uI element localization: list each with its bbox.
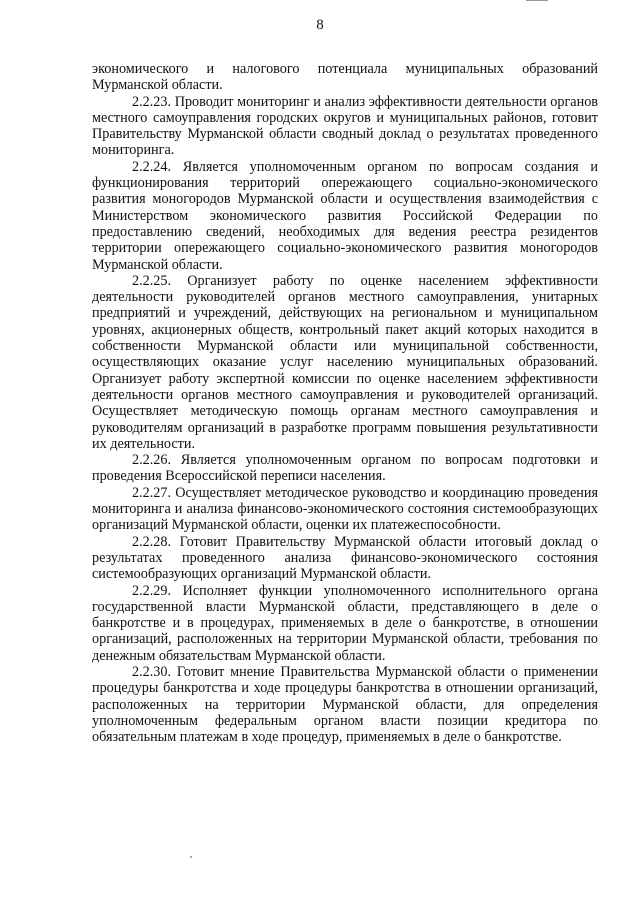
paragraph-2-2-24: 2.2.24. Является уполномоченным органом по вопросам создания и функционирования территорий опережающего социально-экономического развития моногородов Мурманской области и осуществления взаимодействия с Министерством экономического развития Российской Федерации по предоставлению сведений, необходимых для ведения реестра резидентов территории опережающего социально-экономического развития моногородов Мурманской области. [92, 158, 598, 273]
scan-speck [190, 856, 192, 858]
paragraph-2-2-29: 2.2.29. Исполняет функции уполномоченного исполнительного органа государственной власти Мурманской области, представляющего в деле о банкротстве и в процедурах, применяемых в деле о банкротстве, в отношении организаций, расположенных на территории Мурманской области, требования по денежным обязательствам Мурманской области. [92, 582, 598, 664]
scan-corner-mark [526, 0, 548, 1]
paragraph-2-2-23: 2.2.23. Проводит мониторинг и анализ эффективности деятельности органов местного самоуправления городских округов и муниципальных районов, готовит Правительству Мурманской области сводный доклад о результатах проведенного мониторинга. [92, 93, 598, 159]
paragraph-2-2-27: 2.2.27. Осуществляет методическое руководство и координацию проведения мониторинга и анализа финансово-экономического состояния системообразующих организаций Мурманской области, оценки их платежеспособности. [92, 484, 598, 534]
paragraph-2-2-30: 2.2.30. Готовит мнение Правительства Мурманской области о применении процедуры банкротства и ходе процедуры банкротства в отношении организаций, расположенных на территории Мурманской области, для определения уполномоченным федеральным органом власти позиции кредитора по обязательным платежам в ходе процедур, применяемых в деле о банкротстве. [92, 663, 598, 746]
page-number: 8 [316, 17, 324, 33]
paragraph-2-2-28: 2.2.28. Готовит Правительству Мурманской области итоговый доклад о результатах проведенного анализа финансово-экономического состояния системообразующих организаций Мурманской области. [92, 533, 598, 583]
paragraph-continuation: экономического и налогового потенциала муниципальных образований Мурманской области. [92, 61, 598, 94]
document-body [92, 61, 598, 745]
paragraph-2-2-26: 2.2.26. Является уполномоченным органом по вопросам подготовки и проведения Всероссийской переписи населения. [92, 452, 598, 485]
paragraph-2-2-25: 2.2.25. Организует работу по оценке населением эффективности деятельности руководителей органов местного самоуправления, унитарных предприятий и учреждений, действующих на региональном и муниципальном уровнях, акционерных обществ, контрольный пакет акций которых находится в собственности Мурманской области или муниципальной собственности, осуществляющих оказание услуг населению муниципальных образований. Организует работу экспертной комиссии по оценке населением эффективности деятельности органов местного самоуправления и руководителей организаций. Осуществляет методическую помощь органам местного самоуправления и руководителям организаций в разработке программ повышения результативности их деятельности. [92, 272, 598, 452]
